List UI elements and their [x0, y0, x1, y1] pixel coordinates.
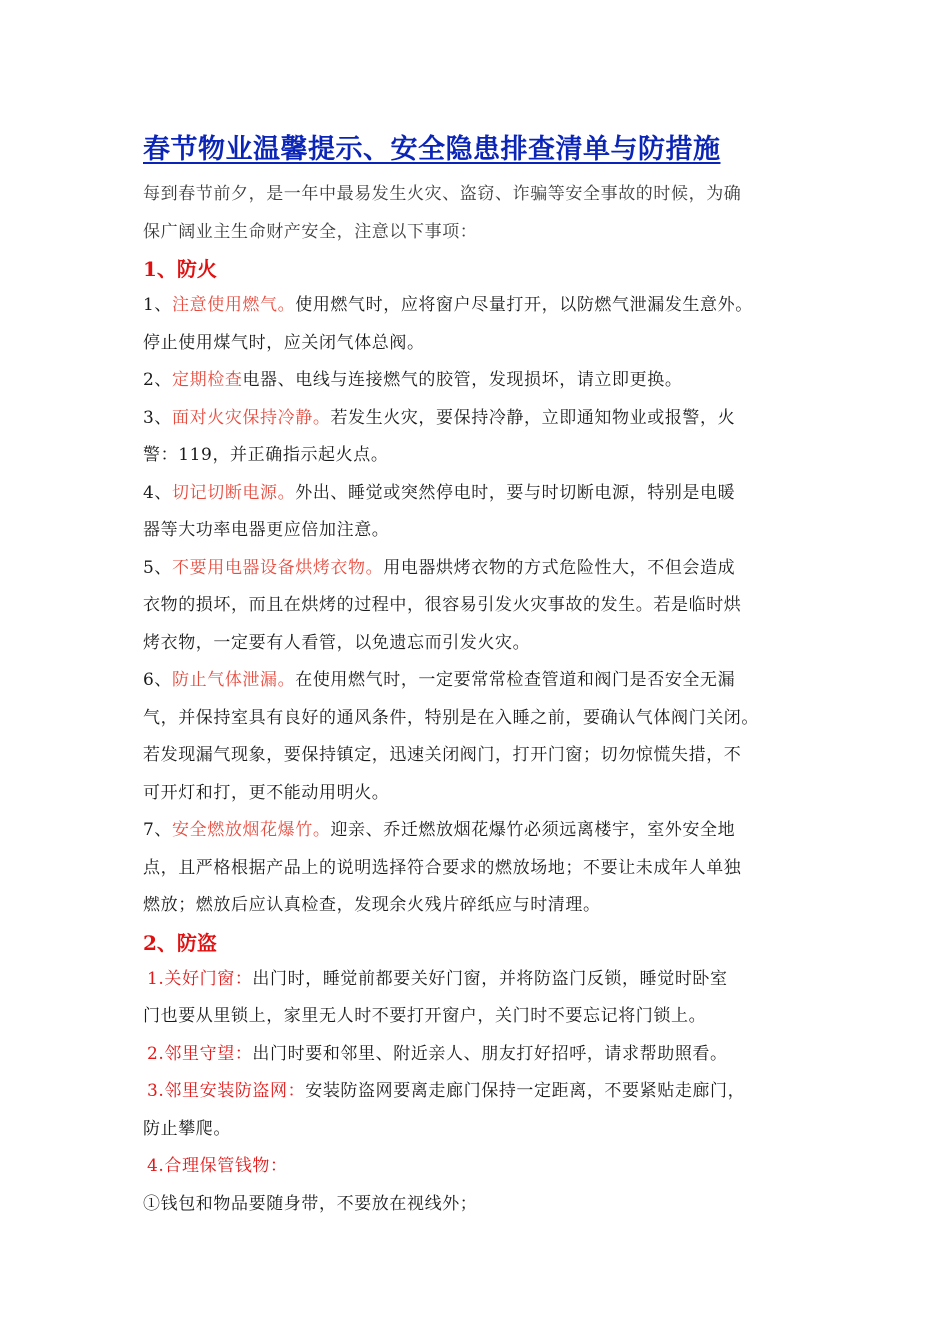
item-highlight: 4.合理保管钱物： [147, 1156, 288, 1176]
fire-item-7 [143, 812, 813, 850]
document-title: 春节物业温馨提示、安全隐患排查清单与防措施 [143, 134, 721, 165]
fire-item-5 [143, 550, 813, 588]
section-heading-theft: 2、防盗 [143, 930, 217, 955]
fire-item-4 [143, 475, 813, 513]
intro-line-1: 每到春节前夕，是一年中最易发生火灾、盗窃、诈骗等安全事故的时候，为确 [143, 184, 742, 204]
item-highlight: 2.邻里守望： [147, 1043, 253, 1064]
fire-item-6-cont-2: 若发现漏气现象，要保持镇定，迅速关闭阀门，打开门窗；切勿惊慌失措，不 [143, 745, 742, 765]
item-highlight: 定期检查 [172, 370, 243, 390]
item-text: 出门时，睡觉前都要关好门窗，并将防盗门反锁，睡觉时卧室 [252, 968, 728, 989]
fire-item-3-cont-1: 警：119，并正确指示起火点。 [143, 445, 389, 465]
item-highlight: 安全燃放烟花爆竹。 [172, 820, 331, 840]
fire-item-6-cont-1: 气，并保持室具有良好的通风条件，特别是在入睡之前，要确认气体阀门关闭。 [143, 707, 759, 728]
fire-item-7-cont-1: 点，且严格根据产品上的说明选择符合要求的燃放场地；不要让未成年人单独 [143, 857, 742, 878]
item-number: 2、 [143, 370, 173, 390]
item-number: 3、 [143, 407, 173, 428]
fire-item-2 [143, 362, 813, 400]
item-highlight: 3.邻里安装防盗网： [147, 1081, 306, 1101]
item-text: 电器、电线与连接燃气的胶管，发现损坏，请立即更换。 [242, 370, 683, 390]
fire-item-6 [143, 662, 813, 700]
item-number: 7、 [143, 820, 173, 840]
item-highlight: 不要用电器设备烘烤衣物。 [172, 557, 384, 578]
fire-item-3 [143, 400, 813, 438]
fire-item-4-cont-1: 器等大功率电器更应倍加注意。 [143, 520, 390, 540]
theft-item-3-cont-1: 防止攀爬。 [143, 1118, 231, 1139]
item-text: 出门时要和邻里、附近亲人、朋友打好招呼，请求帮助照看。 [252, 1043, 728, 1064]
item-number: 1、 [143, 295, 173, 315]
item-text: 安装防盗网要离走廊门保持一定距离，不要紧贴走廊门， [305, 1081, 746, 1101]
fire-item-7-cont-2: 燃放；燃放后应认真检查，发现余火残片碎纸应与时清理。 [143, 895, 601, 915]
item-highlight: 切记切断电源。 [172, 482, 296, 503]
fire-item-5-cont-1: 衣物的损坏，而且在烘烤的过程中，很容易引发火灾事故的发生。若是临时烘 [143, 595, 742, 615]
fire-item-6-cont-3: 可开灯和打，更不能动用明火。 [143, 782, 390, 803]
fire-item-1-cont-1: 停止使用煤气时，应关闭气体总阀。 [143, 332, 425, 353]
item-text: 迎亲、乔迁燃放烟花爆竹必须远离楼宇，室外安全地 [330, 820, 736, 840]
item-text: 用电器烘烤衣物的方式危险性大，不但会造成 [383, 557, 736, 578]
item-highlight: 注意使用燃气。 [172, 295, 296, 315]
item-text: 使用燃气时，应将窗户尽量打开，以防燃气泄漏发生意外。 [295, 295, 753, 315]
document-content [143, 128, 813, 1223]
theft-item-4 [143, 1148, 813, 1186]
item-highlight: 防止气体泄漏。 [172, 670, 296, 690]
theft-item-2 [143, 1036, 813, 1074]
item-text: 外出、睡觉或突然停电时，要与时切断电源，特别是电暖 [295, 482, 736, 503]
item-number: 5、 [143, 557, 173, 578]
item-text: 在使用燃气时，一定要常常检查管道和阀门是否安全无漏 [295, 670, 736, 690]
theft-item-1 [143, 961, 813, 999]
item-highlight: 面对火灾保持冷静。 [172, 407, 331, 428]
fire-item-5-cont-2: 烤衣物，一定要有人看管，以免遗忘而引发火灾。 [143, 632, 531, 653]
intro-line-2: 保广阔业主生命财产安全，注意以下事项： [143, 221, 478, 242]
theft-item-4-sub-1: ①钱包和物品要随身带，不要放在视线外； [143, 1193, 478, 1214]
theft-item-3 [143, 1073, 813, 1111]
fire-item-1 [143, 287, 813, 325]
item-number: 4、 [143, 482, 173, 503]
item-highlight: 1.关好门窗： [147, 968, 253, 989]
item-number: 6、 [143, 670, 173, 690]
theft-item-1-cont-1: 门也要从里锁上，家里无人时不要打开窗户，关门时不要忘记将门锁上。 [143, 1006, 707, 1026]
item-text: 若发生火灾，要保持冷静，立即通知物业或报警，火 [330, 407, 736, 428]
section-heading-fire: 1、防火 [143, 257, 217, 281]
